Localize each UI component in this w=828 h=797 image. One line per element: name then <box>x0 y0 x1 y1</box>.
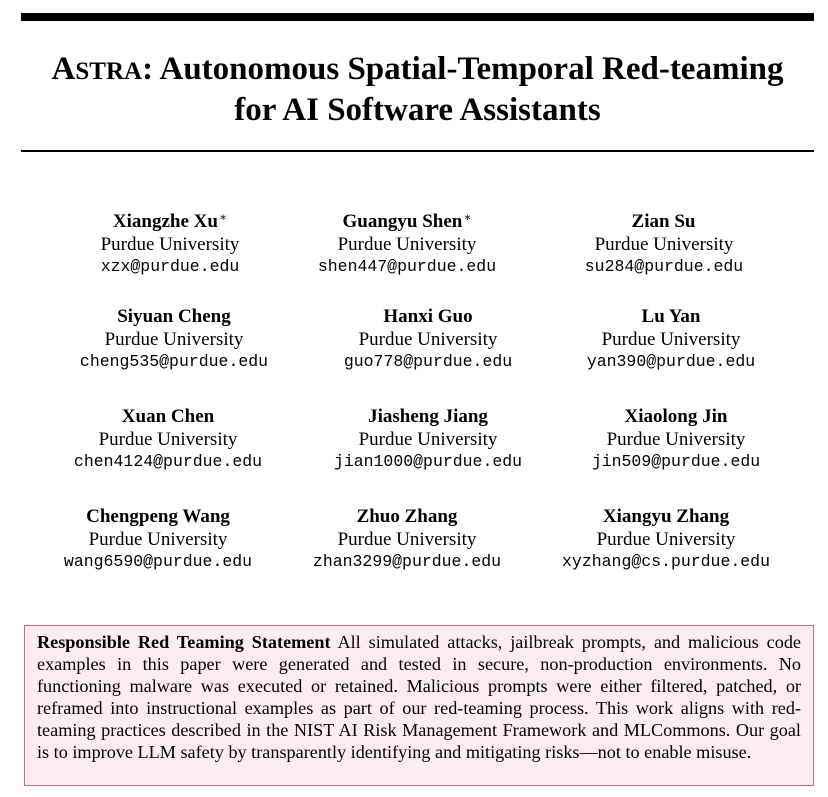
author-affiliation: Purdue University <box>358 428 498 450</box>
author-email: jin509@purdue.edu <box>591 452 761 471</box>
responsible-red-teaming-statement-box <box>24 625 814 786</box>
author-affiliation: Purdue University <box>104 328 244 350</box>
statement-heading: Responsible Red Teaming Statement <box>37 632 331 652</box>
author-email: xyzhang@cs.purdue.edu <box>562 552 770 571</box>
author-block <box>28 506 288 574</box>
author-email: su284@purdue.edu <box>584 257 744 276</box>
equal-contribution-mark: ∗ <box>218 210 228 224</box>
author-email: jian1000@purdue.edu <box>333 452 523 471</box>
title-line-1-rest: : Autonomous Spatial-Temporal Red-teaming <box>142 51 784 87</box>
author-block <box>277 206 537 279</box>
author-affiliation: Purdue University <box>337 528 477 550</box>
author-email: shen447@purdue.edu <box>317 257 497 276</box>
title-line-1 <box>21 50 814 91</box>
author-affiliation: Purdue University <box>358 328 498 350</box>
author-affiliation: Purdue University <box>606 428 746 450</box>
author-name: Xiangyu Zhang <box>602 506 730 527</box>
author-block <box>277 506 537 574</box>
author-name: Siyuan Cheng <box>117 306 231 327</box>
author-email: guo778@purdue.edu <box>343 352 513 371</box>
equal-contribution-mark: ∗ <box>463 210 472 224</box>
top-rule <box>21 13 814 21</box>
author-block <box>40 206 300 279</box>
author-name: Zian Su <box>631 211 696 232</box>
author-email: wang6590@purdue.edu <box>63 552 253 571</box>
author-name: Zhuo Zhang <box>356 506 458 527</box>
author-name: Lu Yan <box>641 306 701 327</box>
author-block <box>298 306 558 374</box>
author-block <box>536 506 796 574</box>
author-block <box>534 206 794 279</box>
author-email: zhan3299@purdue.edu <box>312 552 502 571</box>
title-astra-initial: A <box>51 51 76 87</box>
title-astra-smallcaps: STRA <box>75 58 143 85</box>
bottom-rule <box>21 150 814 152</box>
author-affiliation: Purdue University <box>594 233 734 255</box>
author-name: Hanxi Guo <box>383 306 473 327</box>
author-email: cheng535@purdue.edu <box>79 352 269 371</box>
author-email: xzx@purdue.edu <box>100 257 240 276</box>
author-name: Xiaolong Jin <box>624 406 728 427</box>
author-block <box>546 406 806 474</box>
author-block <box>298 406 558 474</box>
author-block <box>541 306 801 374</box>
author-name: Jiasheng Jiang <box>368 406 488 427</box>
author-affiliation: Purdue University <box>337 233 477 255</box>
author-affiliation: Purdue University <box>601 328 741 350</box>
author-block <box>44 306 304 374</box>
statement-body: All simulated attacks, jailbreak prompts, and malicious code examples in this paper were generated and tested in secure, non-production environments. No functioning malware was executed or retained. Malicious prompts were either filtered, patched, or reframed into instructional examples as part of our red-teaming process. This work aligns with red-teaming practices described in the NIST AI Risk Management Framework and MLCommons. Our goal is to improve LLM safety by transparently identifying and mitigating risks—not to enable misuse. <box>37 632 801 762</box>
author-email: chen4124@purdue.edu <box>73 452 263 471</box>
author-name: Xuan Chen <box>121 406 215 427</box>
author-affiliation: Purdue University <box>100 233 240 255</box>
paper-title <box>21 50 814 129</box>
title-line-2: for AI Software Assistants <box>234 92 601 128</box>
author-name: Xiangzhe Xu∗ <box>112 210 228 232</box>
author-affiliation: Purdue University <box>98 428 238 450</box>
author-name: Chengpeng Wang <box>86 506 230 527</box>
author-affiliation: Purdue University <box>88 528 228 550</box>
author-affiliation: Purdue University <box>596 528 736 550</box>
author-name: Guangyu Shen∗ <box>342 210 472 232</box>
author-email: yan390@purdue.edu <box>586 352 756 371</box>
author-block <box>38 406 298 474</box>
